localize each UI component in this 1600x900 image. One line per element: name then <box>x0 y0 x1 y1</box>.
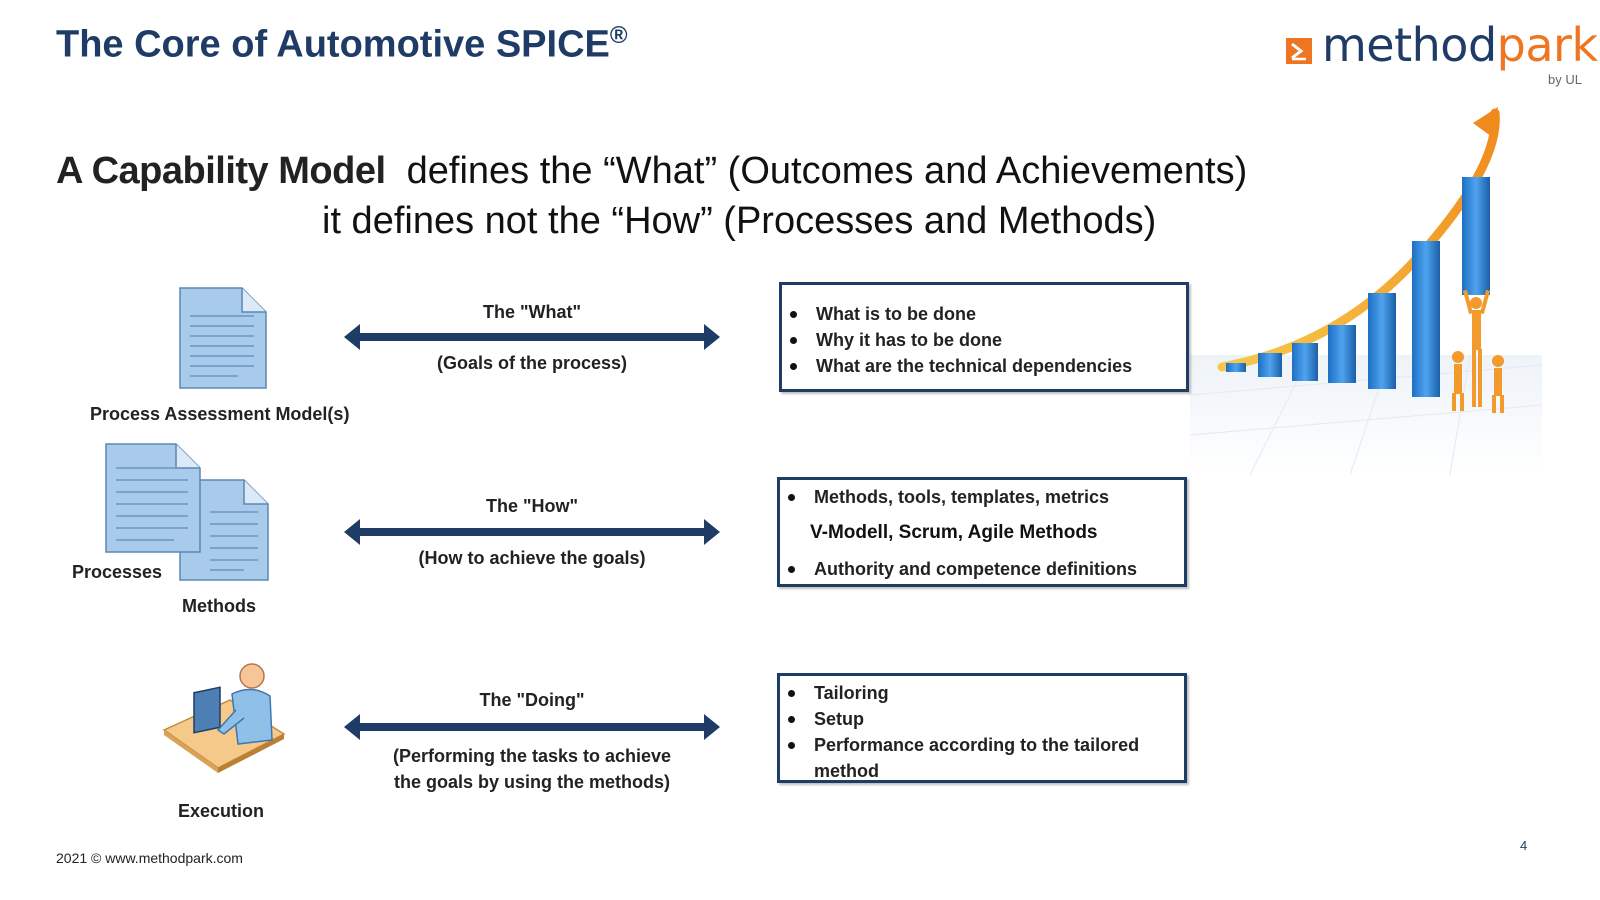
headline-line-1-rest: defines the “What” (Outcomes and Achievements) <box>406 150 1248 192</box>
list-item: Why it has to be done <box>816 327 1186 353</box>
methods-examples: V-Modell, Scrum, Agile Methods <box>810 522 1098 543</box>
documents-stack-icon <box>104 442 270 582</box>
document-icon <box>178 286 268 390</box>
list-item: What is to be done <box>816 301 1186 327</box>
doing-details-box <box>777 673 1187 783</box>
logo-subtitle: by UL <box>1548 72 1582 87</box>
page-title: The Core of Automotive SPICE® <box>56 22 628 66</box>
headline-line-2: it defines not the “How” (Processes and Methods) <box>322 200 1157 242</box>
arrow-title-what: The "What" <box>482 302 582 322</box>
methodpark-logo <box>1282 12 1598 90</box>
icon-label-methods: Methods <box>182 596 256 616</box>
headline-line-1 <box>56 150 1247 193</box>
growth-chart-icon <box>1190 105 1542 475</box>
list-item: Methods, tools, templates, metrics <box>814 484 1184 510</box>
double-arrow-icon <box>344 714 720 740</box>
headline-strong: A Capability Model <box>56 150 386 192</box>
list-item: What are the technical dependencies <box>816 353 1186 379</box>
list-item: Setup <box>814 706 1184 732</box>
icon-label-execution: Execution <box>178 801 265 821</box>
arrow-subtitle-how: (How to achieve the goals) <box>418 548 646 568</box>
what-details-box <box>779 282 1189 392</box>
icon-label-processes: Processes <box>72 562 163 582</box>
icon-label-assessment-model: Process Assessment Model(s) <box>90 404 350 424</box>
double-arrow-icon <box>344 324 720 350</box>
list-item: Authority and competence definitions <box>814 556 1184 582</box>
page-number: 4 <box>1520 838 1528 853</box>
list-item: Performance according to the tailored method <box>814 732 1154 784</box>
list-item: Tailoring <box>814 680 1184 706</box>
double-arrow-icon <box>344 519 720 545</box>
how-details-box <box>777 477 1187 587</box>
arrow-title-how: The "How" <box>485 496 579 516</box>
arrow-title-doing: The "Doing" <box>479 690 585 710</box>
logo-wordmark: methodpark <box>1322 18 1598 72</box>
arrow-subtitle-doing: (Performing the tasks to achieve the goals by using the methods) <box>392 746 672 792</box>
person-at-computer-icon <box>160 660 286 774</box>
footer-copyright: 2021 © www.methodpark.com <box>56 850 243 866</box>
arrow-subtitle-what: (Goals of the process) <box>436 353 628 373</box>
logo-arrow-icon <box>1286 38 1312 64</box>
